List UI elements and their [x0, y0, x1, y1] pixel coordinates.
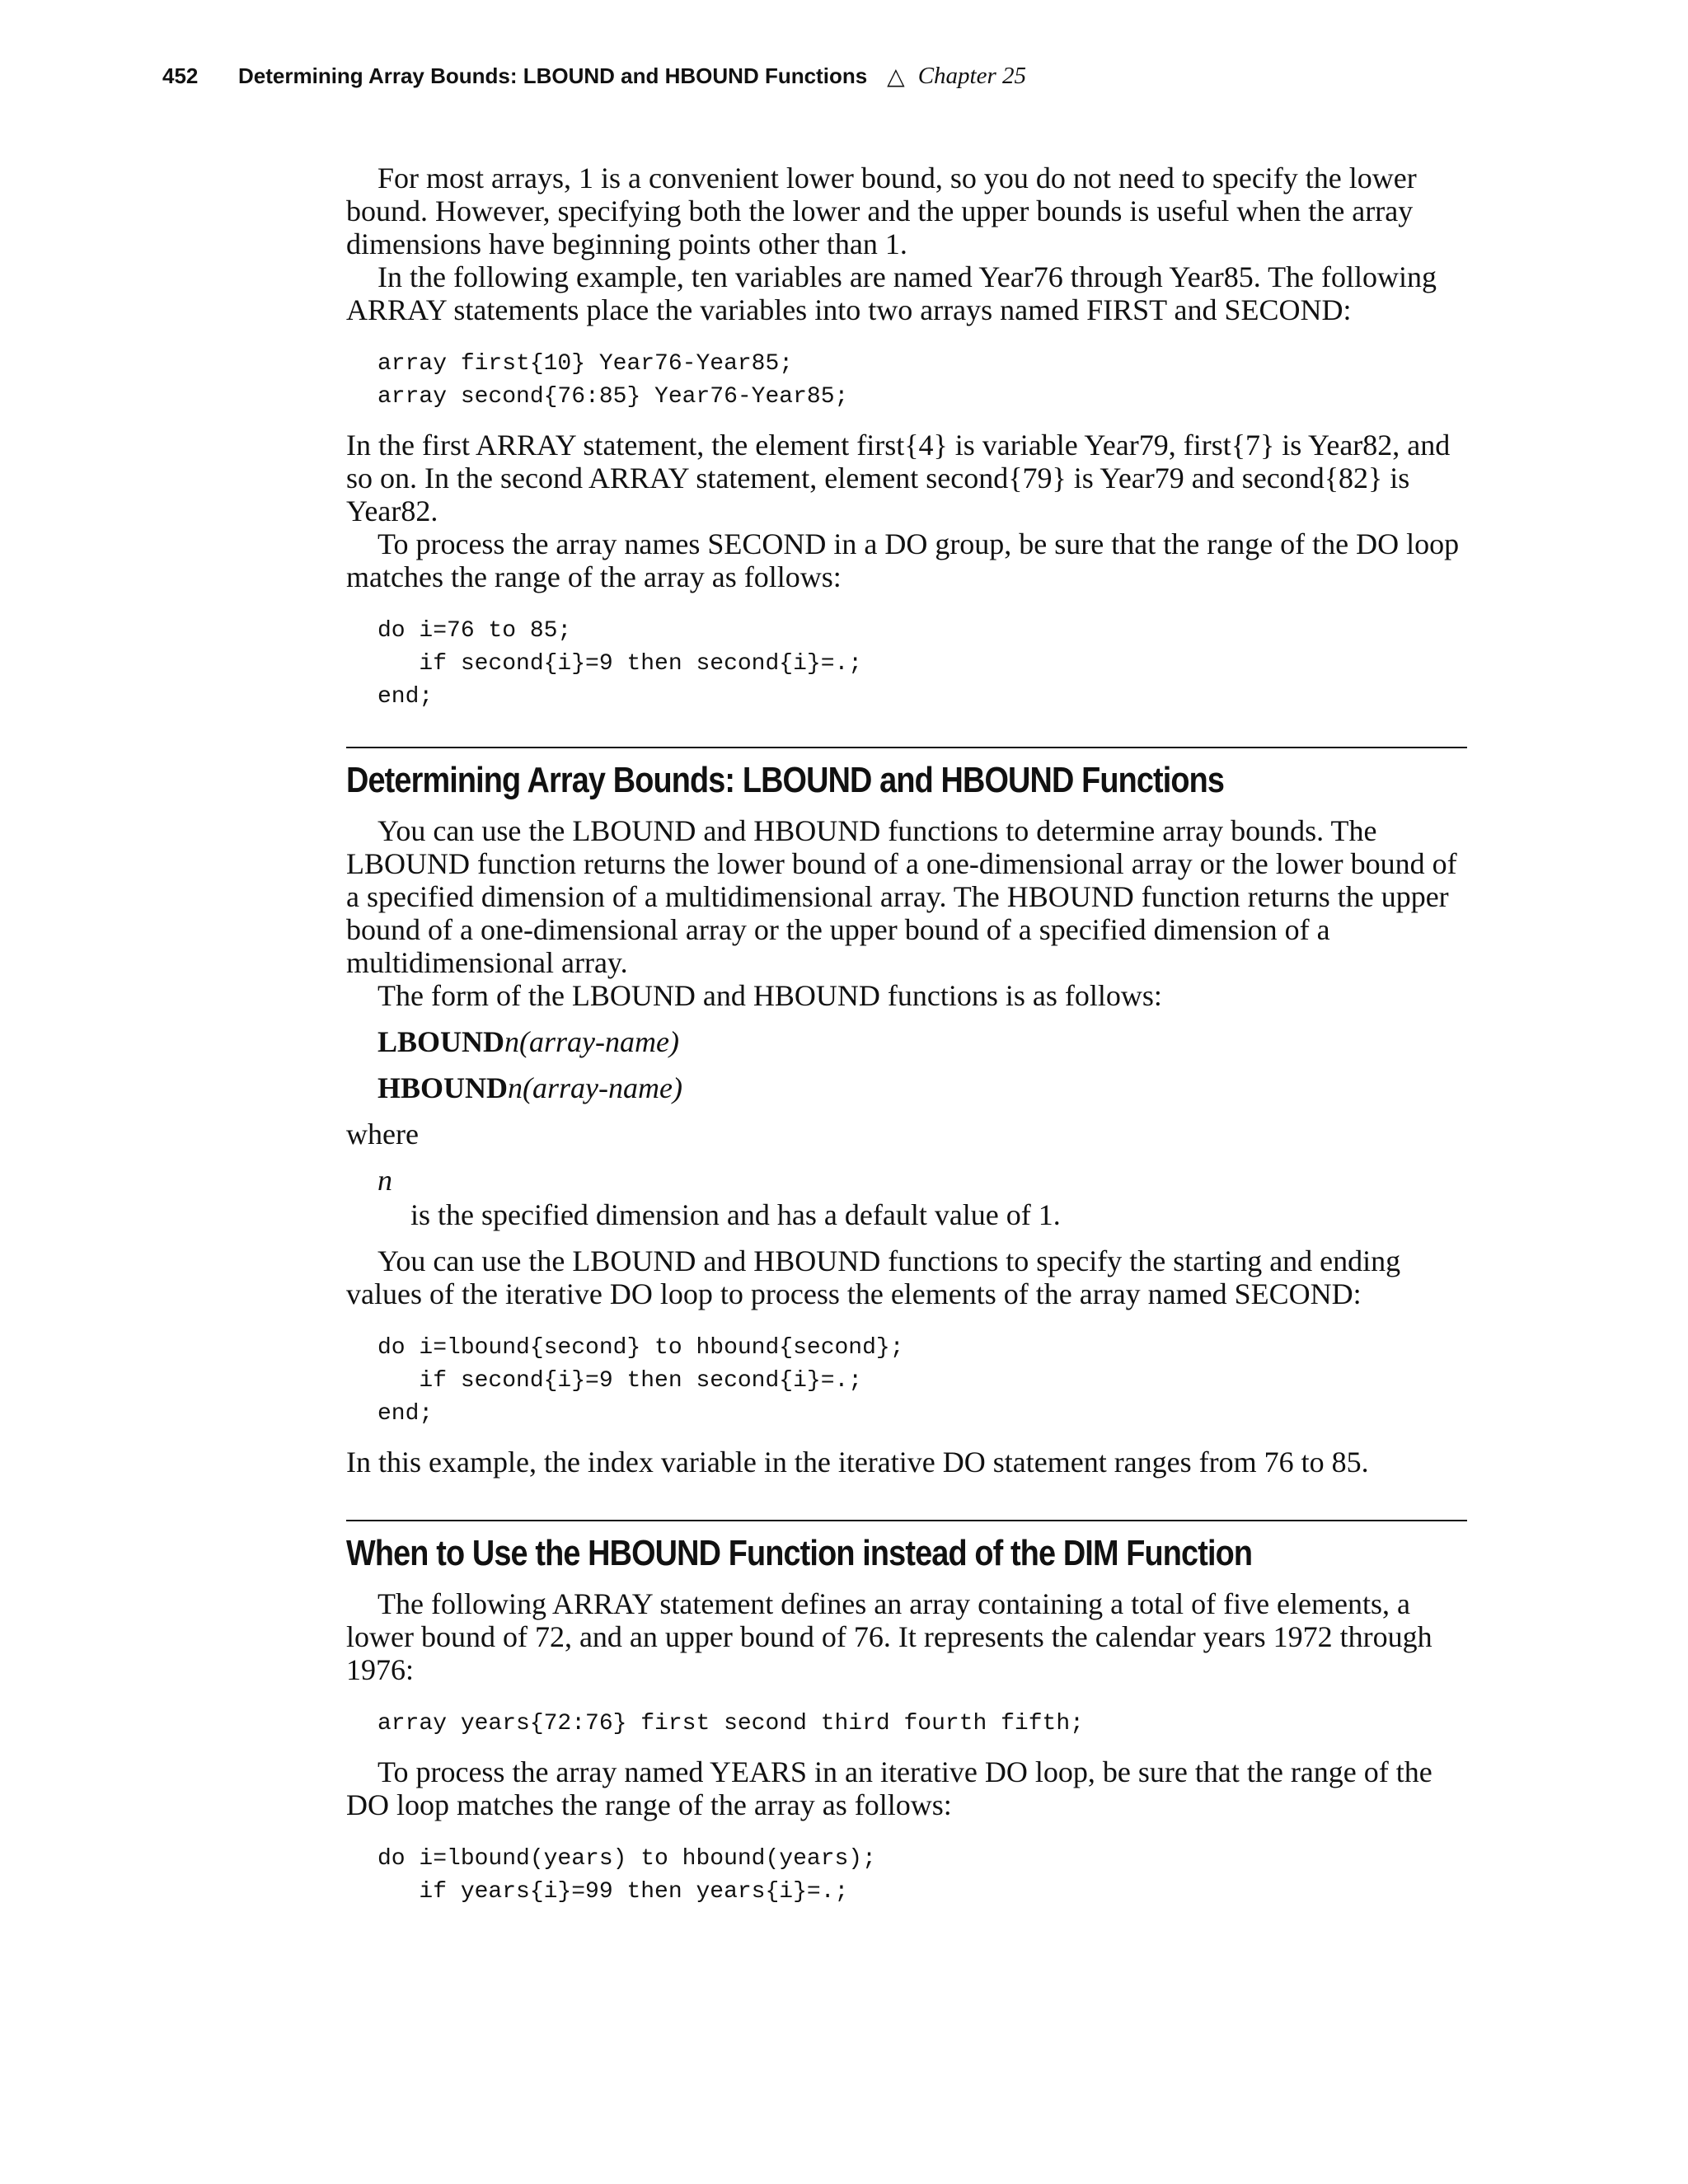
- syntax-keyword: LBOUND: [377, 1025, 505, 1058]
- code-block-years-array: array years{72:76} first second third fourth fifth;: [377, 1711, 1084, 1736]
- triangle-separator-icon: △: [887, 63, 905, 89]
- intro-paragraph-3: In the first ARRAY statement, the element first{4} is variable Year79, first{7} is Year82, and so on. In the second ARRAY statement, element second{79} is Year79 and second{82} is Year82.: [346, 429, 1451, 527]
- intro-paragraph-4: To process the array names SECOND in a DO group, be sure that the range of the DO loop matches the range of the array as follows:: [346, 527, 1460, 593]
- section1-paragraph-4: In this example, the index variable in the iterative DO statement ranges from 76 to 85.: [346, 1446, 1369, 1479]
- syntax-dimension: n: [508, 1071, 523, 1104]
- section2-paragraph-1: The following ARRAY statement defines an array containing a total of five elements, a lower bound of 72, and an upper bound of 76. It represents the calendar years 1972 through 1976:: [346, 1587, 1432, 1686]
- syntax-dimension: n: [504, 1025, 520, 1058]
- page-body: [346, 162, 1467, 1924]
- section1-paragraph-2: The form of the LBOUND and HBOUND functions is as follows:: [377, 979, 1162, 1012]
- section-divider: [346, 747, 1467, 748]
- chapter-label: Chapter 25: [917, 62, 1027, 89]
- syntax-hbound: [377, 1071, 1467, 1104]
- code-block-years-loop: do i=lbound(years) to hbound(years); if years{i}=99 then years{i}=.;: [377, 1846, 876, 1905]
- section-heading-hbound-vs-dim: When to Use the HBOUND Function instead of the DIM Function: [346, 1533, 1253, 1573]
- code-block-do-loop: do i=76 to 85; if second{i}=9 then second{i}=.; end;: [377, 618, 863, 710]
- intro-paragraph-1: For most arrays, 1 is a convenient lower bound, so you do not need to specify the lower bound. However, specifying both the lower and the upper bounds is useful when the array dimensions have beginning points other than 1.: [346, 162, 1417, 260]
- running-header: [162, 59, 1481, 92]
- section-divider: [346, 1520, 1467, 1521]
- code-block-array-statements: array first{10} Year76-Year85; array second{76:85} Year76-Year85;: [377, 351, 849, 410]
- definition-term: n: [377, 1164, 392, 1197]
- section-heading-lbound-hbound: Determining Array Bounds: LBOUND and HBOUND Functions: [346, 760, 1225, 800]
- code-block-lbound-hbound-loop: do i=lbound{second} to hbound{second}; if second{i}=9 then second{i}=.; end;: [377, 1335, 904, 1427]
- section1-paragraph-3: You can use the LBOUND and HBOUND functions to specify the starting and ending values of the iterative DO loop to process the elements of the array named SECOND:: [346, 1244, 1401, 1310]
- running-title: Determining Array Bounds: LBOUND and HBOUND Functions: [238, 63, 868, 88]
- syntax-lbound: [377, 1025, 1467, 1058]
- section2-paragraph-2: To process the array named YEARS in an iterative DO loop, be sure that the range of the DO loop matches the range of the array as follows:: [346, 1755, 1432, 1821]
- where-label: where: [346, 1118, 419, 1151]
- intro-paragraph-2: In the following example, ten variables are named Year76 through Year85. The following ARRAY statements place the variables into two arrays named FIRST and SECOND:: [346, 260, 1437, 326]
- definition-text: is the specified dimension and has a default value of 1.: [410, 1198, 1061, 1231]
- page-number: 452: [162, 63, 199, 88]
- syntax-argument: (array-name): [523, 1071, 682, 1104]
- syntax-argument: (array-name): [519, 1025, 679, 1058]
- section1-paragraph-1: You can use the LBOUND and HBOUND functions to determine array bounds. The LBOUND function returns the lower bound of a one-dimensional array or the lower bound of a specified dimension of a multidimensional array. The HBOUND function returns the upper bound of a one-dimensional array or the upper bound of a specified dimension of a multidimensional array.: [346, 814, 1457, 979]
- syntax-keyword: HBOUND: [377, 1071, 509, 1104]
